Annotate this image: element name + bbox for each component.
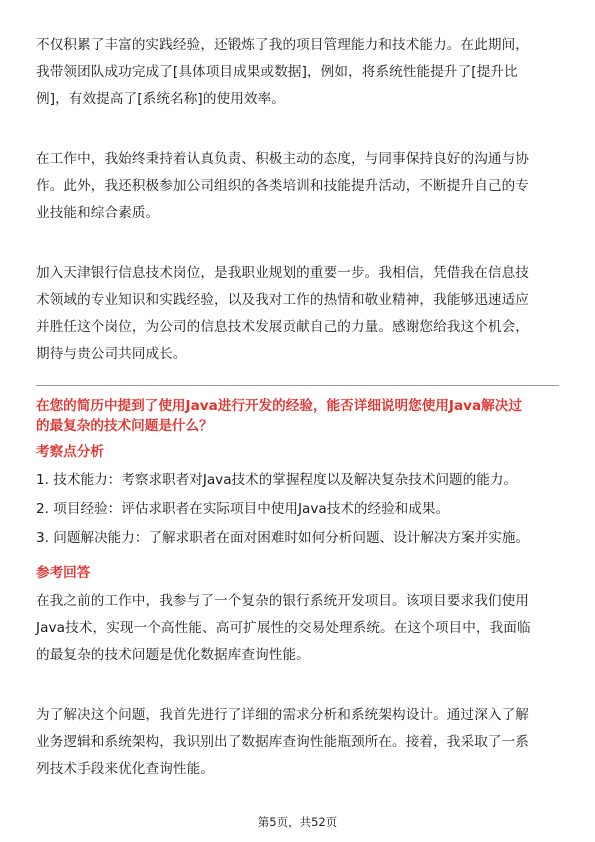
analysis-item-3: 3. 问题解决能力：了解求职者在面对困难时如何分析问题、设计解决方案并实施。 — [36, 530, 530, 546]
text-line: 在我之前的工作中，我参与了一个复杂的银行系统开发项目。该项目要求我们使用 — [36, 593, 529, 609]
question-line: 在您的简历中提到了使用Java进行开发的经验，能否详细说明您使用Java解决过 — [36, 398, 522, 414]
intro-paragraph-3 — [36, 260, 564, 368]
text-line: Java技术，实现一个高性能、高可扩展性的交易处理系统。在这个项目中，我面临 — [36, 620, 531, 636]
intro-paragraph-1 — [36, 32, 564, 113]
text-line: 列技术手段来优化查询性能。 — [36, 761, 215, 777]
text-line: 不仅积累了丰富的实践经验，还锻炼了我的项目管理能力和技术能力。在此期间， — [36, 37, 529, 53]
reference-paragraph-2 — [36, 702, 564, 783]
question-line: 的最复杂的技术问题是什么？ — [36, 418, 213, 434]
reference-paragraph-1 — [36, 588, 564, 669]
reference-heading: 参考回答 — [36, 565, 91, 581]
interview-question — [36, 396, 564, 436]
text-line: 期待与贵公司共同成长。 — [36, 346, 187, 362]
analysis-item-2: 2. 项目经验：评估求职者在实际项目中使用Java技术的经验和成果。 — [36, 501, 450, 517]
page-number: 第5页，共52页 — [257, 815, 338, 829]
text-line: 作。此外，我还积极参加公司组织的各类培训和技能提升活动，不断提升自己的专 — [36, 178, 529, 194]
analysis-heading: 考察点分析 — [36, 444, 104, 460]
text-line: 业务逻辑和系统架构，我识别出了数据库查询性能瓶颈所在。接着，我采取了一系 — [36, 734, 529, 750]
intro-paragraph-2 — [36, 146, 564, 227]
text-line: 加入天津银行信息技术岗位，是我职业规划的重要一步。我相信，凭借我在信息技 — [36, 265, 529, 281]
text-line: 术领域的专业知识和实践经验，以及我对工作的热情和敬业精神，我能够迅速适应 — [36, 292, 529, 308]
text-line: 例]，有效提高了[系统名称]的使用效率。 — [36, 91, 286, 107]
text-line: 业技能和综合素质。 — [36, 205, 160, 221]
text-line: 我带领团队成功完成了[具体项目成果或数据]，例如，将系统性能提升了[提升比 — [36, 64, 518, 80]
text-line: 在工作中，我始终秉持着认真负责、积极主动的态度，与同事保持良好的沟通与协 — [36, 151, 529, 167]
text-line: 的最复杂的技术问题是优化数据库查询性能。 — [36, 647, 310, 663]
analysis-item-1: 1. 技术能力：考察求职者对Java技术的掌握程度以及解决复杂技术问题的能力。 — [36, 472, 518, 488]
text-line: 为了解决这个问题，我首先进行了详细的需求分析和系统架构设计。通过深入了解 — [36, 707, 529, 723]
section-divider — [36, 385, 559, 386]
text-line: 并胜任这个岗位，为公司的信息技术发展贡献自己的力量。感谢您给我这个机会， — [36, 319, 529, 335]
